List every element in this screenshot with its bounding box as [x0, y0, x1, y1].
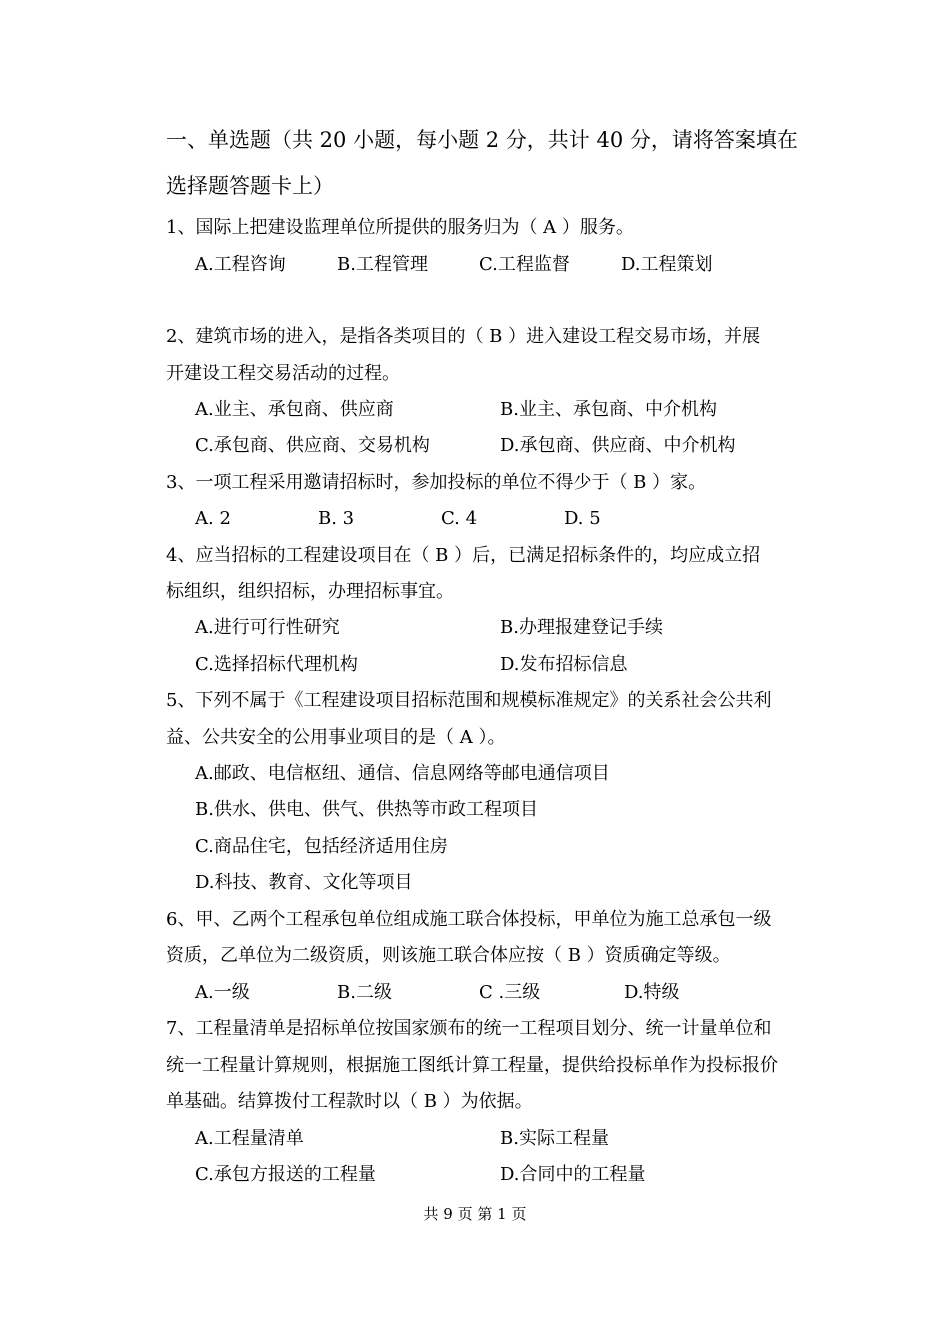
question-1-option-c: C.工程监督	[479, 254, 570, 275]
question-2-option-a: A.业主、承包商、供应商	[195, 399, 394, 420]
question-5-option-d: D.科技、教育、文化等项目	[195, 872, 413, 893]
question-7-option-c: C.承包方报送的工程量	[195, 1164, 376, 1185]
question-2-option-b: B.业主、承包商、中介机构	[500, 399, 717, 420]
question-7-option-d: D.合同中的工程量	[500, 1164, 646, 1185]
section-title-line-2: 选择题答题卡上）	[166, 174, 334, 198]
question-2-option-d: D.承包商、供应商、中介机构	[500, 435, 736, 456]
question-3-option-b: B. 3	[318, 508, 355, 529]
question-3-option-c: C. 4	[441, 508, 478, 529]
question-2-option-c: C.承包商、供应商、交易机构	[195, 435, 430, 456]
page-footer: 共 9 页 第 1 页	[423, 1205, 527, 1223]
section-title-line-1: 一、单选题（共 20 小题，每小题 2 分，共计 40 分，请将答案填在	[166, 128, 798, 152]
question-6-option-b: B.二级	[337, 982, 392, 1003]
question-4-option-a: A.进行可行性研究	[195, 617, 340, 638]
question-2-text-line-1: 2、建筑市场的进入，是指各类项目的（ B ）进入建设工程交易市场，并展	[166, 326, 761, 347]
question-5-option-a: A.邮政、电信枢纽、通信、信息网络等邮电通信项目	[195, 763, 610, 784]
question-4-option-d: D.发布招标信息	[500, 654, 628, 675]
question-5-text-line-1: 5、下列不属于《工程建设项目招标范围和规模标准规定》的关系社会公共利	[166, 690, 772, 711]
question-7-option-a: A.工程量清单	[195, 1128, 304, 1149]
question-5-text-line-2: 益、公共安全的公用事业项目的是（ A ）。	[166, 727, 506, 748]
question-3-text: 3、一项工程采用邀请招标时，参加投标的单位不得少于（ B ）家。	[166, 472, 707, 493]
question-7-text-line-3: 单基础。结算拨付工程款时以（ B ）为依据。	[166, 1091, 533, 1112]
question-3-option-a: A. 2	[195, 508, 231, 529]
question-4-option-c: C.选择招标代理机构	[195, 654, 358, 675]
question-2-text-line-2: 开建设工程交易活动的过程。	[166, 363, 400, 384]
question-7-text-line-1: 7、工程量清单是招标单位按国家颁布的统一工程项目划分、统一计量单位和	[166, 1018, 772, 1039]
question-6-option-a: A.一级	[195, 982, 250, 1003]
question-6-option-d: D.特级	[624, 982, 680, 1003]
question-4-option-b: B.办理报建登记手续	[500, 617, 663, 638]
question-6-text-line-1: 6、甲、乙两个工程承包单位组成施工联合体投标，甲单位为施工总承包一级	[166, 909, 772, 930]
question-1-option-b: B.工程管理	[337, 254, 428, 275]
question-7-text-line-2: 统一工程量计算规则，根据施工图纸计算工程量，提供给投标单作为投标报价	[166, 1055, 778, 1076]
question-6-text-line-2: 资质，乙单位为二级资质，则该施工联合体应按（ B ）资质确定等级。	[166, 945, 731, 966]
question-3-option-d: D. 5	[564, 508, 601, 529]
question-5-option-b: B.供水、供电、供气、供热等市政工程项目	[195, 799, 538, 820]
question-5-option-c: C.商品住宅，包括经济适用住房	[195, 836, 448, 857]
question-1-text: 1、国际上把建设监理单位所提供的服务归为（ A ）服务。	[166, 217, 634, 238]
question-4-text-line-2: 标组织，组织招标，办理招标事宜。	[166, 581, 454, 602]
question-1-option-d: D.工程策划	[621, 254, 713, 275]
question-6-option-c: C .三级	[479, 982, 541, 1003]
question-7-option-b: B.实际工程量	[500, 1128, 609, 1149]
question-4-text-line-1: 4、应当招标的工程建设项目在（ B ）后，已满足招标条件的，均应成立招	[166, 545, 761, 566]
question-1-option-a: A.工程咨询	[195, 254, 286, 275]
